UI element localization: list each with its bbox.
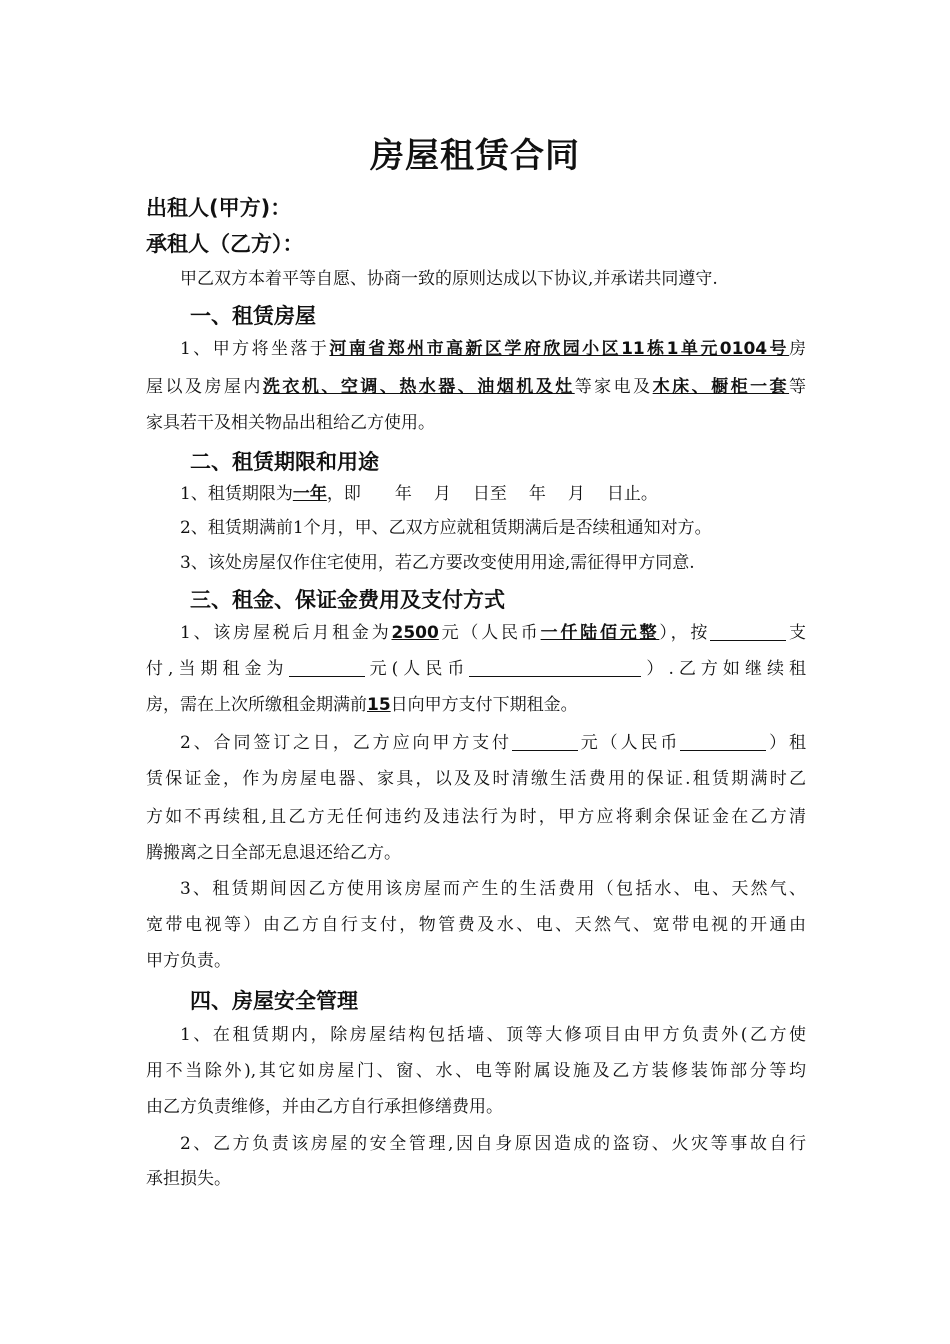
- s3-line-3: [146, 692, 806, 718]
- monthly-rent: 2500: [391, 623, 439, 643]
- s3-line-10: 甲方负责。: [146, 951, 231, 971]
- s1-text: 等: [789, 377, 807, 397]
- date-month-start: 月: [433, 484, 451, 504]
- section-1-heading: 一、租赁房屋: [190, 304, 316, 328]
- s2-text: ，即: [326, 484, 361, 504]
- current-rent-words-blank[interactable]: [469, 658, 641, 677]
- lessee-label: 承租人（乙方）：: [146, 232, 304, 256]
- s3-line-1: [180, 620, 806, 646]
- appliances-list: 洗衣机、空调、热水器、油烟机及灶: [262, 377, 575, 397]
- s3-text: 元(人民币: [364, 659, 470, 679]
- payment-method-blank[interactable]: [710, 622, 786, 641]
- s4-line-2: 用不当除外),其它如房屋门、窗、水、电等附属设施及乙方装修装饰部分等均: [146, 1061, 806, 1081]
- s3-text: 付,当期租金为: [146, 659, 289, 679]
- s3-text: 1、该房屋税后月租金为: [180, 623, 392, 643]
- s2-line-2: 2、租赁期满前1个月，甲、乙双方应就租赁期满后是否续租通知对方。: [180, 518, 712, 538]
- s3-text: 元（人民币: [438, 623, 541, 643]
- section-2-heading: 二、租赁期限和用途: [190, 450, 379, 474]
- s3-text: ）租: [766, 733, 807, 753]
- s4-line-5: 承担损失。: [146, 1169, 231, 1189]
- s3-text: 房，需在上次所缴租金期满前: [146, 695, 367, 715]
- rent-in-words: 一仟陆佰元整: [540, 623, 660, 643]
- date-year-end: 年: [528, 484, 546, 504]
- s3-line-6: 方如不再续租,且乙方无任何违约及违法行为时，甲方应将剩余保证金在乙方清: [146, 807, 806, 827]
- date-day-end: 日止。: [606, 484, 658, 504]
- s4-line-3: 由乙方负责维修，并由乙方自行承担修缮费用。: [146, 1097, 503, 1117]
- s2-line-1: [180, 481, 806, 507]
- date-month-end: 月: [567, 484, 585, 504]
- s4-line-4: 2、乙方负责该房屋的安全管理,因自身原因造成的盗窃、火灾等事故自行: [180, 1134, 806, 1154]
- s2-text: 1、租赁期限为: [180, 484, 293, 504]
- s1-text: 房: [789, 339, 806, 359]
- s3-line-4: [180, 730, 806, 756]
- furniture-list: 木床、橱柜一套: [652, 377, 790, 397]
- payment-days-before: 15: [367, 695, 391, 715]
- lessor-label: 出租人(甲方)：: [146, 196, 292, 220]
- s3-text: 元（人民币: [577, 733, 681, 753]
- deposit-amount-blank[interactable]: [512, 732, 578, 751]
- s3-text: ），按: [659, 623, 711, 643]
- s2-line-3: 3、该处房屋仅作住宅使用，若乙方要改变使用用途,需征得甲方同意.: [180, 553, 695, 573]
- s3-text: 支: [786, 623, 807, 643]
- s1-text: 等家电及: [574, 377, 653, 397]
- s3-line-8: 3、租赁期间因乙方使用该房屋而产生的生活费用（包括水、电、天然气、: [180, 879, 806, 899]
- s3-line-9: 宽带电视等）由乙方自行支付，物管费及水、电、天然气、宽带电视的开通由: [146, 915, 806, 935]
- current-rent-blank[interactable]: [289, 658, 365, 677]
- date-year-start: 年: [394, 484, 412, 504]
- s4-line-1: 1、在租赁期内，除房屋结构包括墙、顶等大修项目由甲方负责外(乙方使: [180, 1025, 806, 1045]
- s3-text: ）.乙方如继续租: [641, 659, 807, 679]
- s3-text: 日向甲方支付下期租金。: [390, 695, 578, 715]
- s1-line-2: [146, 374, 806, 400]
- deposit-words-blank[interactable]: [680, 732, 766, 751]
- s3-line-2: [146, 656, 806, 682]
- s1-text: 屋以及房屋内: [146, 377, 263, 397]
- s1-text: 1、甲方将坐落于: [180, 339, 330, 359]
- section-3-heading: 三、租金、保证金费用及支付方式: [190, 588, 505, 612]
- lease-term: 一年: [292, 484, 327, 504]
- page-title: 房屋租赁合同: [370, 136, 580, 176]
- s1-line-1: [180, 336, 806, 362]
- s3-line-7: 腾搬离之日全部无息退还给乙方。: [146, 843, 401, 863]
- s3-line-5: 赁保证金，作为房屋电器、家具，以及及时清缴生活费用的保证.租赁期满时乙: [146, 769, 806, 789]
- section-4-heading: 四、房屋安全管理: [190, 989, 358, 1013]
- intro-paragraph: 甲乙双方本着平等自愿、协商一致的原则达成以下协议,并承诺共同遵守.: [180, 269, 718, 289]
- property-address: 河南省郑州市高新区学府欣园小区11栋1单元0104号: [329, 339, 789, 359]
- s3-text: 2、合同签订之日，乙方应向甲方支付: [180, 733, 512, 753]
- date-day-start: 日至: [472, 484, 507, 504]
- s1-line-3: 家具若干及相关物品出租给乙方使用。: [146, 413, 435, 433]
